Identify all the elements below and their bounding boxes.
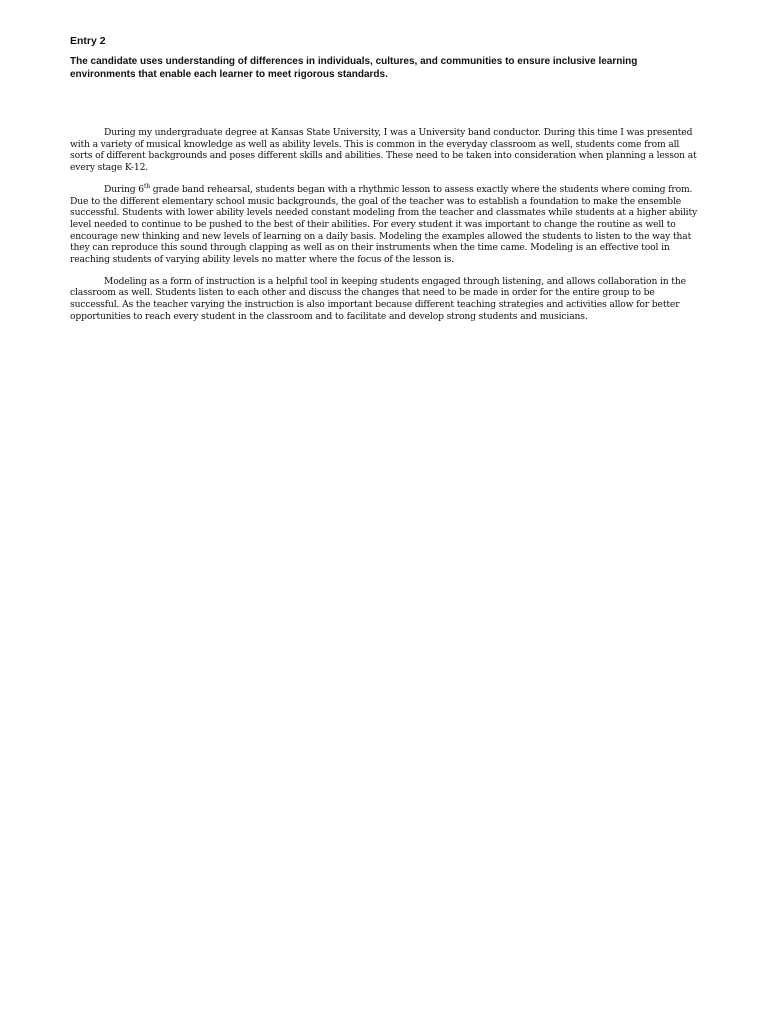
- paragraph-2: [70, 184, 700, 266]
- paragraph-2-rest: grade band rehearsal, students began with a rhythmic lesson to assess exactly where the students where coming from. Due to the different elementary school music backgrounds, the goal of the teacher was to establish a foundation to make the ensemble successful. Students with lower ability levels needed constant modeling from the teacher and classmates while students at a higher ability level needed to continue to be pushed to the best of their abilities. For every student it was important to change the routine as well to encourage new thinking and new levels of learning on a daily basis. Modeling the examples allowed the students to listen to the way that they can reproduce this sound through clapping as well as on their instruments when the time came. Modeling is an effective tool in reaching students of varying ability levels no matter where the focus of the lesson is.: [70, 183, 698, 266]
- entry-heading: Entry 2: [70, 35, 106, 47]
- paragraph-1: During my undergraduate degree at Kansas State University, I was a University band conductor. During this time I was presented with a variety of musical knowledge as well as ability levels. This is common in the everyday classroom as well, students come from all sorts of different backgrounds and poses different skills and abilities. These need to be taken into consideration when planning a lesson at every stage K-12.: [70, 127, 697, 174]
- ordinal-suffix: th: [143, 182, 150, 190]
- document-body: [70, 127, 700, 333]
- paragraph-3: Modeling as a form of instruction is a helpful tool in keeping students engaged through listening, and allows collaboration in the classroom as well. Students listen to each other and discuss the changes that need to be made in order for the entire group to be successful. As the teacher varying the instruction is also important because different teaching strategies and activities allow for better opportunities to reach every student in the classroom and to facilitate and develop strong students and musicians.: [70, 275, 686, 322]
- standard-statement: The candidate uses understanding of differences in individuals, cultures, and communities to ensure inclusive learning environments that enable each learner to meet rigorous standards.: [70, 56, 638, 80]
- paragraph-2-start: During 6: [104, 183, 144, 195]
